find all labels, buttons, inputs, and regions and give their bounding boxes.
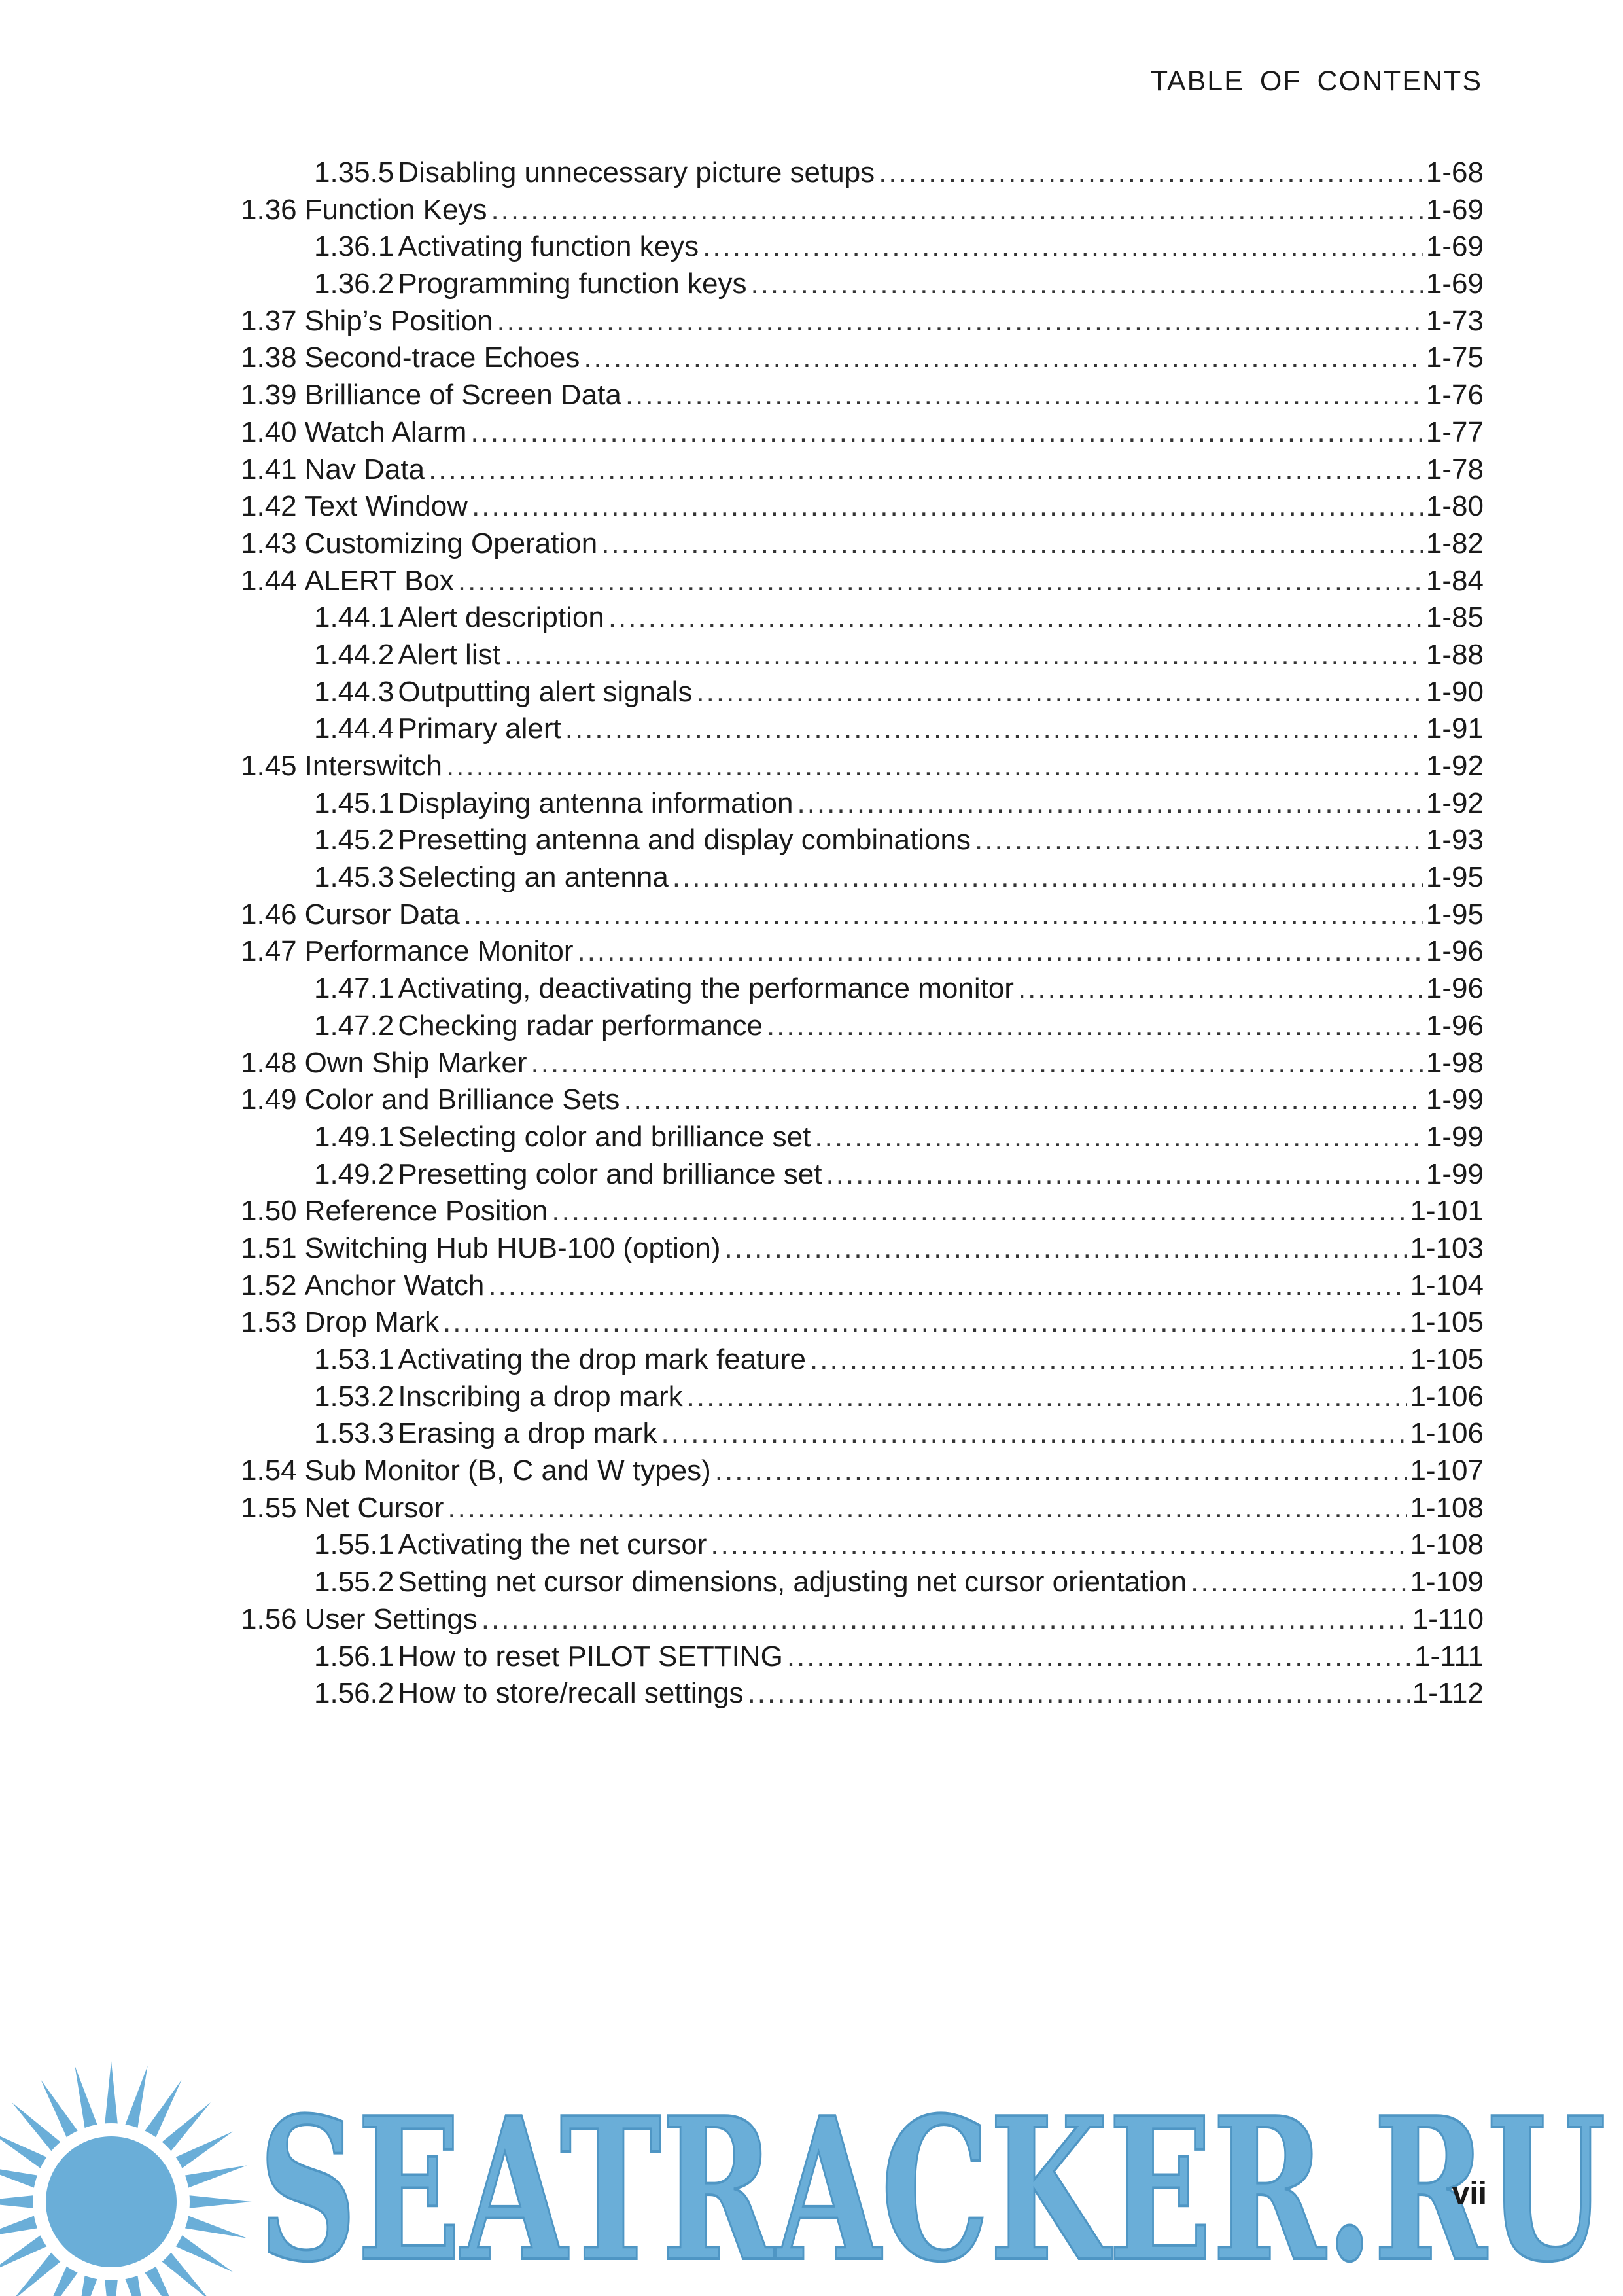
toc-entry-number: 1.38 — [241, 342, 297, 374]
sun-burst-icon — [0, 2061, 252, 2296]
toc-entry-title: How to store/recall settings — [398, 1677, 744, 1710]
toc-entry-page: 1-108 — [1410, 1528, 1484, 1561]
toc-dot-leader — [601, 525, 1423, 563]
toc-dot-leader — [750, 266, 1423, 303]
toc-dot-leader — [577, 933, 1423, 970]
toc-entry-number: 1.56.1 — [314, 1640, 394, 1672]
toc-entry[interactable] — [241, 154, 1484, 192]
toc-entry-number: 1.45.3 — [314, 861, 394, 894]
toc-entry[interactable] — [241, 1527, 1484, 1564]
toc-entry-number: 1.46 — [241, 898, 297, 930]
toc-entry-page: 1-99 — [1425, 1120, 1484, 1153]
toc-dot-leader — [703, 228, 1423, 266]
toc-entry-title: Programming function keys — [398, 268, 747, 300]
toc-entry-title: Switching Hub HUB-100 (option) — [304, 1231, 721, 1264]
toc-entry[interactable] — [241, 1119, 1484, 1156]
toc-dot-leader — [814, 1119, 1423, 1156]
toc-entry-title: Cursor Data — [304, 898, 460, 930]
toc-entry-title: How to reset PILOT SETTING — [398, 1640, 783, 1672]
toc-dot-leader — [625, 377, 1423, 414]
toc-entry-number: 1.53.2 — [314, 1380, 394, 1413]
toc-entry-number: 1.56.2 — [314, 1677, 394, 1710]
toc-entry-number: 1.56 — [241, 1602, 297, 1635]
toc-entry[interactable] — [241, 228, 1484, 266]
toc-entry[interactable] — [241, 340, 1484, 377]
toc-entry-number: 1.36.1 — [314, 230, 394, 263]
toc-entry-title: User Settings — [304, 1602, 478, 1635]
toc-entry-title: Selecting color and brilliance set — [398, 1120, 811, 1153]
toc-dot-leader — [458, 563, 1423, 600]
toc-entry[interactable] — [241, 1638, 1484, 1676]
toc-dot-leader — [696, 674, 1423, 711]
toc-entry[interactable] — [241, 1379, 1484, 1416]
toc-entry[interactable] — [241, 1601, 1484, 1638]
toc-dot-leader — [623, 1082, 1423, 1119]
toc-dot-leader — [464, 896, 1423, 934]
toc-dot-leader — [687, 1379, 1408, 1416]
toc-entry-page: 1-95 — [1425, 898, 1484, 930]
toc-entry-number: 1.36.2 — [314, 268, 394, 300]
toc-entry-title: Outputting alert signals — [398, 675, 693, 708]
toc-entry-title: Ship’s Position — [304, 304, 493, 337]
toc-entry-number: 1.43 — [241, 527, 297, 559]
toc-entry-page: 1-77 — [1425, 415, 1484, 448]
toc-entry-number: 1.49.2 — [314, 1157, 394, 1190]
toc-entry-page: 1-69 — [1425, 230, 1484, 263]
toc-entry[interactable] — [241, 1193, 1484, 1230]
toc-entry-title: Function Keys — [304, 193, 487, 226]
table-of-contents — [241, 154, 1484, 1712]
toc-entry-title: ALERT Box — [304, 564, 454, 597]
toc-entry[interactable] — [241, 711, 1484, 748]
toc-entry[interactable] — [241, 488, 1484, 525]
page-number: vii — [1452, 2176, 1487, 2211]
toc-entry-number: 1.55 — [241, 1491, 297, 1524]
toc-entry[interactable] — [241, 1564, 1484, 1601]
toc-entry-title: Displaying antenna information — [398, 786, 794, 819]
toc-entry[interactable] — [241, 1230, 1484, 1267]
toc-entry-title: Second-trace Echoes — [304, 342, 580, 374]
toc-entry-page: 1-104 — [1410, 1269, 1484, 1301]
toc-entry-title: Sub Monitor (B, C and W types) — [304, 1455, 711, 1487]
toc-entry-number: 1.49 — [241, 1084, 297, 1116]
toc-entry-title: Performance Monitor — [304, 935, 574, 968]
toc-entry-number: 1.39 — [241, 379, 297, 412]
toc-entry-page: 1-109 — [1410, 1566, 1484, 1598]
toc-entry-number: 1.44.3 — [314, 675, 394, 708]
toc-dot-leader — [504, 637, 1423, 674]
toc-entry[interactable] — [241, 1156, 1484, 1193]
toc-entry-page: 1-106 — [1410, 1417, 1484, 1450]
toc-entry-title: Selecting an antenna — [398, 861, 669, 894]
toc-entry[interactable] — [241, 1675, 1484, 1712]
toc-entry-page: 1-107 — [1410, 1455, 1484, 1487]
toc-entry-page: 1-91 — [1425, 713, 1484, 745]
toc-entry-page: 1-92 — [1425, 786, 1484, 819]
toc-entry-number: 1.52 — [241, 1269, 297, 1301]
toc-entry-page: 1-84 — [1425, 564, 1484, 597]
toc-dot-leader — [810, 1341, 1407, 1379]
toc-entry-number: 1.41 — [241, 453, 297, 486]
toc-entry-title: Presetting color and brilliance set — [398, 1157, 822, 1190]
toc-entry-title: Interswitch — [304, 750, 442, 782]
toc-entry-title: Activating the net cursor — [398, 1528, 707, 1561]
toc-entry-page: 1-99 — [1425, 1084, 1484, 1116]
toc-entry-number: 1.35.5 — [314, 156, 394, 188]
toc-entry-title: Brilliance of Screen Data — [304, 379, 621, 412]
toc-dot-leader — [715, 1453, 1408, 1490]
toc-entry-page: 1-98 — [1425, 1046, 1484, 1079]
toc-dot-leader — [472, 488, 1423, 525]
toc-entry-page: 1-88 — [1425, 638, 1484, 671]
toc-entry[interactable] — [241, 563, 1484, 600]
toc-entry-page: 1-69 — [1425, 268, 1484, 300]
watermark-text: SEATRACKER.RU — [258, 2074, 1606, 2296]
toc-entry[interactable] — [241, 1341, 1484, 1379]
toc-entry-title: Disabling unnecessary picture setups — [398, 156, 875, 188]
toc-entry-title: Text Window — [304, 490, 468, 523]
toc-entry-title: Nav Data — [304, 453, 425, 486]
running-header: TABLE OF CONTENTS — [1150, 65, 1482, 97]
toc-entry-title: Reference Position — [304, 1195, 548, 1227]
toc-dot-leader — [672, 859, 1423, 896]
toc-entry-page: 1-85 — [1425, 601, 1484, 634]
toc-entry[interactable] — [241, 822, 1484, 859]
toc-entry-page: 1-96 — [1425, 972, 1484, 1005]
toc-dot-leader — [447, 1490, 1407, 1527]
toc-entry-page: 1-82 — [1425, 527, 1484, 559]
toc-entry-title: Erasing a drop mark — [398, 1417, 657, 1450]
toc-dot-leader — [1018, 970, 1423, 1008]
toc-entry-number: 1.53.1 — [314, 1343, 394, 1375]
toc-entry-title: Own Ship Marker — [304, 1046, 527, 1079]
toc-entry-number: 1.48 — [241, 1046, 297, 1079]
toc-entry-page: 1-78 — [1425, 453, 1484, 486]
toc-entry-page: 1-90 — [1425, 675, 1484, 708]
toc-dot-leader — [446, 748, 1423, 785]
toc-dot-leader — [497, 303, 1423, 340]
toc-entry-page: 1-76 — [1425, 379, 1484, 412]
toc-entry[interactable] — [241, 525, 1484, 563]
toc-dot-leader — [608, 599, 1423, 637]
toc-entry-page: 1-80 — [1425, 490, 1484, 523]
toc-entry[interactable] — [241, 748, 1484, 785]
toc-entry-page: 1-68 — [1425, 156, 1484, 188]
toc-entry-page: 1-69 — [1425, 193, 1484, 226]
toc-entry-title: Checking radar performance — [398, 1009, 763, 1042]
toc-entry-page: 1-92 — [1425, 750, 1484, 782]
toc-dot-leader — [491, 192, 1423, 229]
toc-entry-page: 1-99 — [1425, 1157, 1484, 1190]
toc-dot-leader — [428, 451, 1423, 489]
toc-entry-number: 1.53.3 — [314, 1417, 394, 1450]
toc-entry-title: Anchor Watch — [304, 1269, 485, 1301]
toc-entry-page: 1-106 — [1410, 1380, 1484, 1413]
toc-entry-number: 1.51 — [241, 1231, 297, 1264]
toc-entry-title: Activating, deactivating the performance monitor — [398, 972, 1014, 1005]
toc-entry-number: 1.54 — [241, 1455, 297, 1487]
toc-entry-title: Primary alert — [398, 713, 561, 745]
toc-entry-page: 1-110 — [1412, 1602, 1484, 1635]
toc-entry-page: 1-112 — [1412, 1677, 1484, 1710]
toc-entry[interactable] — [241, 933, 1484, 970]
toc-entry-number: 1.44 — [241, 564, 297, 597]
toc-entry[interactable] — [241, 1082, 1484, 1119]
watermark-logo — [0, 2055, 1623, 2296]
toc-entry-title: Inscribing a drop mark — [398, 1380, 683, 1413]
toc-entry[interactable] — [241, 414, 1484, 451]
toc-entry-number: 1.45.2 — [314, 824, 394, 857]
toc-dot-leader — [481, 1601, 1410, 1638]
toc-entry[interactable] — [241, 599, 1484, 637]
toc-entry-page: 1-75 — [1425, 342, 1484, 374]
toc-entry-page: 1-95 — [1425, 861, 1484, 894]
toc-entry[interactable] — [241, 1008, 1484, 1045]
toc-entry-page: 1-93 — [1425, 824, 1484, 857]
toc-entry-page: 1-111 — [1414, 1640, 1484, 1672]
toc-entry[interactable] — [241, 896, 1484, 934]
toc-entry-title: Alert list — [398, 638, 500, 671]
toc-entry[interactable] — [241, 1490, 1484, 1527]
toc-entry[interactable] — [241, 266, 1484, 303]
toc-entry-title: Net Cursor — [304, 1491, 444, 1524]
toc-dot-leader — [975, 822, 1423, 859]
toc-dot-leader — [767, 1008, 1423, 1045]
toc-entry-title: Presetting antenna and display combinations — [398, 824, 971, 857]
toc-dot-leader — [531, 1045, 1423, 1082]
toc-entry-title: Customizing Operation — [304, 527, 598, 559]
toc-entry-number: 1.47.2 — [314, 1009, 394, 1042]
toc-dot-leader — [710, 1527, 1407, 1564]
toc-dot-leader — [661, 1415, 1408, 1453]
toc-dot-leader — [470, 414, 1423, 451]
toc-entry-title: Alert description — [398, 601, 604, 634]
toc-entry[interactable] — [241, 1304, 1484, 1341]
toc-dot-leader — [443, 1304, 1407, 1341]
toc-entry[interactable] — [241, 377, 1484, 414]
toc-entry-page: 1-101 — [1410, 1195, 1484, 1227]
toc-entry[interactable] — [241, 859, 1484, 896]
toc-dot-leader — [551, 1193, 1407, 1230]
toc-entry[interactable] — [241, 674, 1484, 711]
toc-entry[interactable] — [241, 192, 1484, 229]
toc-entry-page: 1-105 — [1410, 1343, 1484, 1375]
toc-entry-number: 1.53 — [241, 1306, 297, 1339]
toc-entry-title: Watch Alarm — [304, 415, 467, 448]
toc-entry-number: 1.42 — [241, 490, 297, 523]
toc-entry-page: 1-96 — [1425, 935, 1484, 968]
toc-entry-title: Color and Brilliance Sets — [304, 1084, 620, 1116]
toc-entry-number: 1.55.2 — [314, 1566, 394, 1598]
toc-entry-title: Setting net cursor dimensions, adjusting net cursor orientation — [398, 1566, 1187, 1598]
toc-entry[interactable] — [241, 1045, 1484, 1082]
toc-entry-number: 1.45 — [241, 750, 297, 782]
toc-entry-number: 1.47 — [241, 935, 297, 968]
toc-entry-number: 1.45.1 — [314, 786, 394, 819]
toc-entry-number: 1.50 — [241, 1195, 297, 1227]
toc-entry-title: Activating function keys — [398, 230, 699, 263]
toc-entry-page: 1-103 — [1410, 1231, 1484, 1264]
toc-dot-leader — [879, 154, 1423, 192]
toc-entry-number: 1.44.4 — [314, 713, 394, 745]
toc-entry-number: 1.44.1 — [314, 601, 394, 634]
toc-entry[interactable] — [241, 303, 1484, 340]
toc-dot-leader — [748, 1675, 1410, 1712]
toc-entry-page: 1-105 — [1410, 1306, 1484, 1339]
toc-entry[interactable] — [241, 970, 1484, 1008]
toc-entry-number: 1.37 — [241, 304, 297, 337]
toc-entry-number: 1.47.1 — [314, 972, 394, 1005]
toc-entry-number: 1.40 — [241, 415, 297, 448]
toc-entry[interactable] — [241, 1453, 1484, 1490]
toc-entry[interactable] — [241, 451, 1484, 489]
toc-entry-number: 1.55.1 — [314, 1528, 394, 1561]
toc-entry-page: 1-108 — [1410, 1491, 1484, 1524]
toc-entry-page: 1-96 — [1425, 1009, 1484, 1042]
toc-entry-page: 1-73 — [1425, 304, 1484, 337]
toc-entry-number: 1.49.1 — [314, 1120, 394, 1153]
toc-entry-title: Drop Mark — [304, 1306, 440, 1339]
toc-entry[interactable] — [241, 637, 1484, 674]
toc-entry-title: Activating the drop mark feature — [398, 1343, 806, 1375]
toc-dot-leader — [725, 1230, 1408, 1267]
toc-dot-leader — [584, 340, 1423, 377]
toc-dot-leader — [787, 1638, 1412, 1676]
toc-entry[interactable] — [241, 785, 1484, 822]
toc-entry-number: 1.44.2 — [314, 638, 394, 671]
toc-dot-leader — [1191, 1564, 1407, 1601]
toc-entry[interactable] — [241, 1267, 1484, 1305]
toc-entry[interactable] — [241, 1415, 1484, 1453]
sun-core — [46, 2136, 177, 2267]
toc-dot-leader — [797, 785, 1423, 822]
toc-entry-number: 1.36 — [241, 193, 297, 226]
toc-dot-leader — [488, 1267, 1407, 1305]
toc-dot-leader — [826, 1156, 1423, 1193]
toc-dot-leader — [565, 711, 1423, 748]
